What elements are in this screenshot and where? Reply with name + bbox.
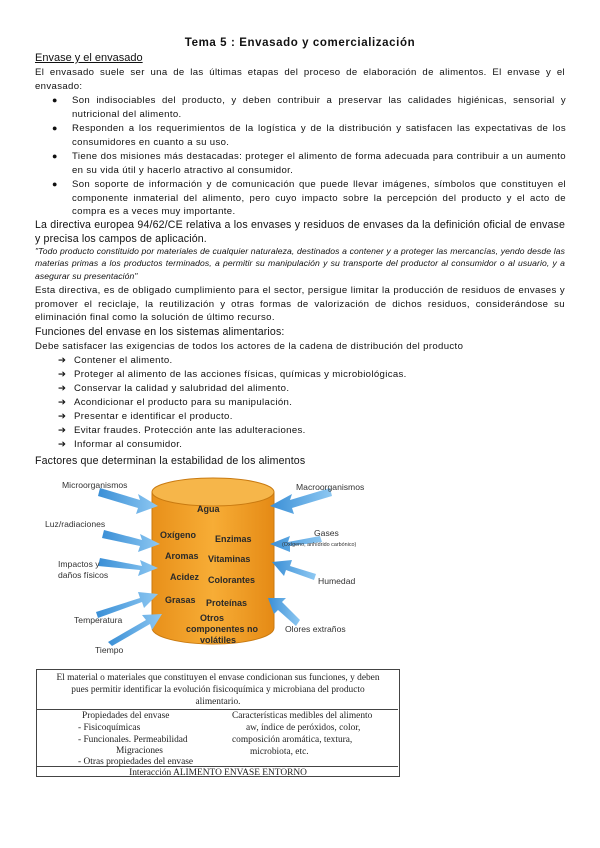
page-title: Tema 5 : Envasado y comercialización bbox=[184, 37, 416, 49]
arrow-shape bbox=[98, 488, 158, 514]
cyl-otros: volátiles bbox=[200, 635, 237, 645]
arrow-icon: ➔ bbox=[58, 369, 67, 380]
right-column-title: Características medibles del alimento bbox=[232, 711, 373, 721]
bullet-icon: ● bbox=[52, 123, 58, 133]
function-list-item: ➔ Contener el alimento. bbox=[58, 355, 173, 366]
arrow-icon: ➔ bbox=[58, 425, 67, 436]
arrow-icon: ➔ bbox=[58, 355, 67, 366]
directive-paragraph: La directiva europea 94/62/CE relativa a los envases y residuos de envases da la definición oficial de envase y precisa los campos de aplicación. bbox=[35, 219, 565, 245]
function-list-item: ➔ Presentar e identificar el producto. bbox=[58, 411, 233, 422]
label-gases-sub: (Oxígeno, anhídrido carbónico) bbox=[282, 542, 357, 548]
table-header-line: alimentario. bbox=[195, 697, 241, 707]
label-impactos: daños físicos bbox=[58, 570, 109, 580]
bullet-item: ● Tiene dos misiones más destacadas: proteger el alimento de forma adecuada para contribuir a un aumento en su vida útil y hacerlo atractivo al consumidor. bbox=[52, 151, 566, 176]
functions-intro: Debe satisfacer las exigencias de todos los actores de la cadena de distribución del producto bbox=[35, 341, 464, 352]
left-column-item: - Fisicoquímicas bbox=[78, 723, 141, 733]
bullet-icon: ● bbox=[52, 95, 58, 105]
bullet-icon: ● bbox=[52, 151, 58, 161]
table-header-line: El material o materiales que constituyen el envase condicionan sus funciones, y deben bbox=[56, 673, 380, 683]
bullet-item: ● Responden a los requerimientos de la logística y de la distribución y satisfacen las expectativas de los consumidores en cuanto a su uso. bbox=[52, 123, 566, 148]
arrow-icon: ➔ bbox=[58, 383, 67, 394]
bullet-icon: ● bbox=[52, 179, 58, 189]
food-stability-diagram bbox=[0, 470, 600, 660]
label-tiempo: Tiempo bbox=[95, 645, 124, 655]
label-humedad: Humedad bbox=[318, 576, 356, 586]
label-macroorganismos: Macroorganismos bbox=[296, 482, 365, 492]
arrow-icon: ➔ bbox=[58, 411, 67, 422]
table-header-line: pues permitir identificar la evolución fisicoquímica y microbiana del producto bbox=[71, 685, 365, 695]
label-luz: Luz/radiaciones bbox=[45, 519, 106, 529]
left-column-item: - Otras propiedades del envase bbox=[78, 757, 194, 767]
label-gases: Gases bbox=[314, 528, 339, 538]
function-list-item: ➔ Proteger al alimento de las acciones físicas, químicas y microbiológicas. bbox=[58, 369, 407, 380]
right-column-item: composición aromática, textura, bbox=[232, 735, 353, 745]
arrow-icon: ➔ bbox=[58, 397, 67, 408]
label-impactos: Impactos y bbox=[58, 559, 100, 569]
label-temperatura: Temperatura bbox=[74, 615, 123, 625]
left-column-item: - Funcionales. Permeabilidad bbox=[78, 735, 188, 745]
cyl-colorantes: Colorantes bbox=[208, 575, 256, 585]
arrow-shape bbox=[102, 530, 160, 552]
function-list-item: ➔ Conservar la calidad y salubridad del alimento. bbox=[58, 383, 290, 394]
intro-paragraph: El envasado suele ser una de las últimas etapas del proceso de elaboración de alimentos. El envase y el envasado: bbox=[35, 67, 565, 92]
cyl-oxigeno: Oxígeno bbox=[160, 530, 197, 540]
right-column-item: microbiota, etc. bbox=[250, 747, 309, 757]
right-column-item: aw, índice de peróxidos, color, bbox=[246, 723, 361, 733]
envase-properties-table bbox=[36, 669, 400, 784]
arrow-shape bbox=[272, 560, 316, 580]
label-olores: Olores extraños bbox=[285, 624, 346, 634]
functions-heading: Funciones del envase en los sistemas alimentarios: bbox=[35, 326, 285, 338]
function-list-item: ➔ Acondicionar el producto para su manipulación. bbox=[58, 397, 293, 408]
cyl-proteinas: Proteínas bbox=[206, 598, 248, 608]
bullet-item: ● Son indisociables del producto, y deben contribuir a preservar las calidades higiénicas, sensorial y nutricional del alimento. bbox=[52, 95, 566, 120]
cyl-acidez: Acidez bbox=[170, 572, 200, 582]
arrow-icon: ➔ bbox=[58, 439, 67, 450]
table-divider bbox=[36, 709, 398, 710]
cyl-agua: Agua bbox=[197, 504, 220, 514]
cyl-vitaminas: Vitaminas bbox=[208, 554, 251, 564]
cyl-enzimas: Enzimas bbox=[215, 534, 252, 544]
label-microorganismos: Microorganismos bbox=[62, 480, 128, 490]
cyl-aromas: Aromas bbox=[165, 551, 199, 561]
cyl-otros: Otros bbox=[200, 613, 225, 623]
factors-heading: Factores que determinan la estabilidad de los alimentos bbox=[35, 455, 306, 467]
directive-quote: "Todo producto constituido por materiales de cualquier naturaleza, destinados a contener y a proteger las mercancías, yendo desde las materias primas a los productos terminados, a permitir su manipulación y su transporte del productor al consumidor o al usuario, y a asegurar su presentación" bbox=[35, 246, 565, 281]
cyl-otros: componentes no bbox=[186, 624, 259, 634]
section-heading-envase: Envase y el envasado bbox=[35, 52, 143, 64]
left-column-title: Propiedades del envase bbox=[82, 711, 170, 721]
directive-explanation: Esta directiva, es de obligado cumplimiento para el sector, persigue limitar la producción de residuos de envases y promover el reciclaje, la reutilización y otras formas de valorización de dichos residuos, considerándose su eliminación final como la solución de último recurso. bbox=[35, 285, 565, 324]
function-list-item: ➔ Informar al consumidor. bbox=[58, 439, 183, 450]
bullet-item: ● Son soporte de información y de comunicación que puede llevar imágenes, símbolos que constituyen el componente inmaterial del alimento, pero cuyo impacto sobre la percepción del producto y el acto de compra es a veces muy importante. bbox=[52, 179, 566, 218]
function-list-item: ➔ Evitar fraudes. Protección ante las adulteraciones. bbox=[58, 425, 306, 436]
table-footer: Interacción ALIMENTO ENVASE ENTORNO bbox=[129, 768, 307, 778]
left-column-item: Migraciones bbox=[116, 746, 163, 756]
cyl-grasas: Grasas bbox=[165, 595, 196, 605]
cylinder-top bbox=[152, 478, 274, 506]
